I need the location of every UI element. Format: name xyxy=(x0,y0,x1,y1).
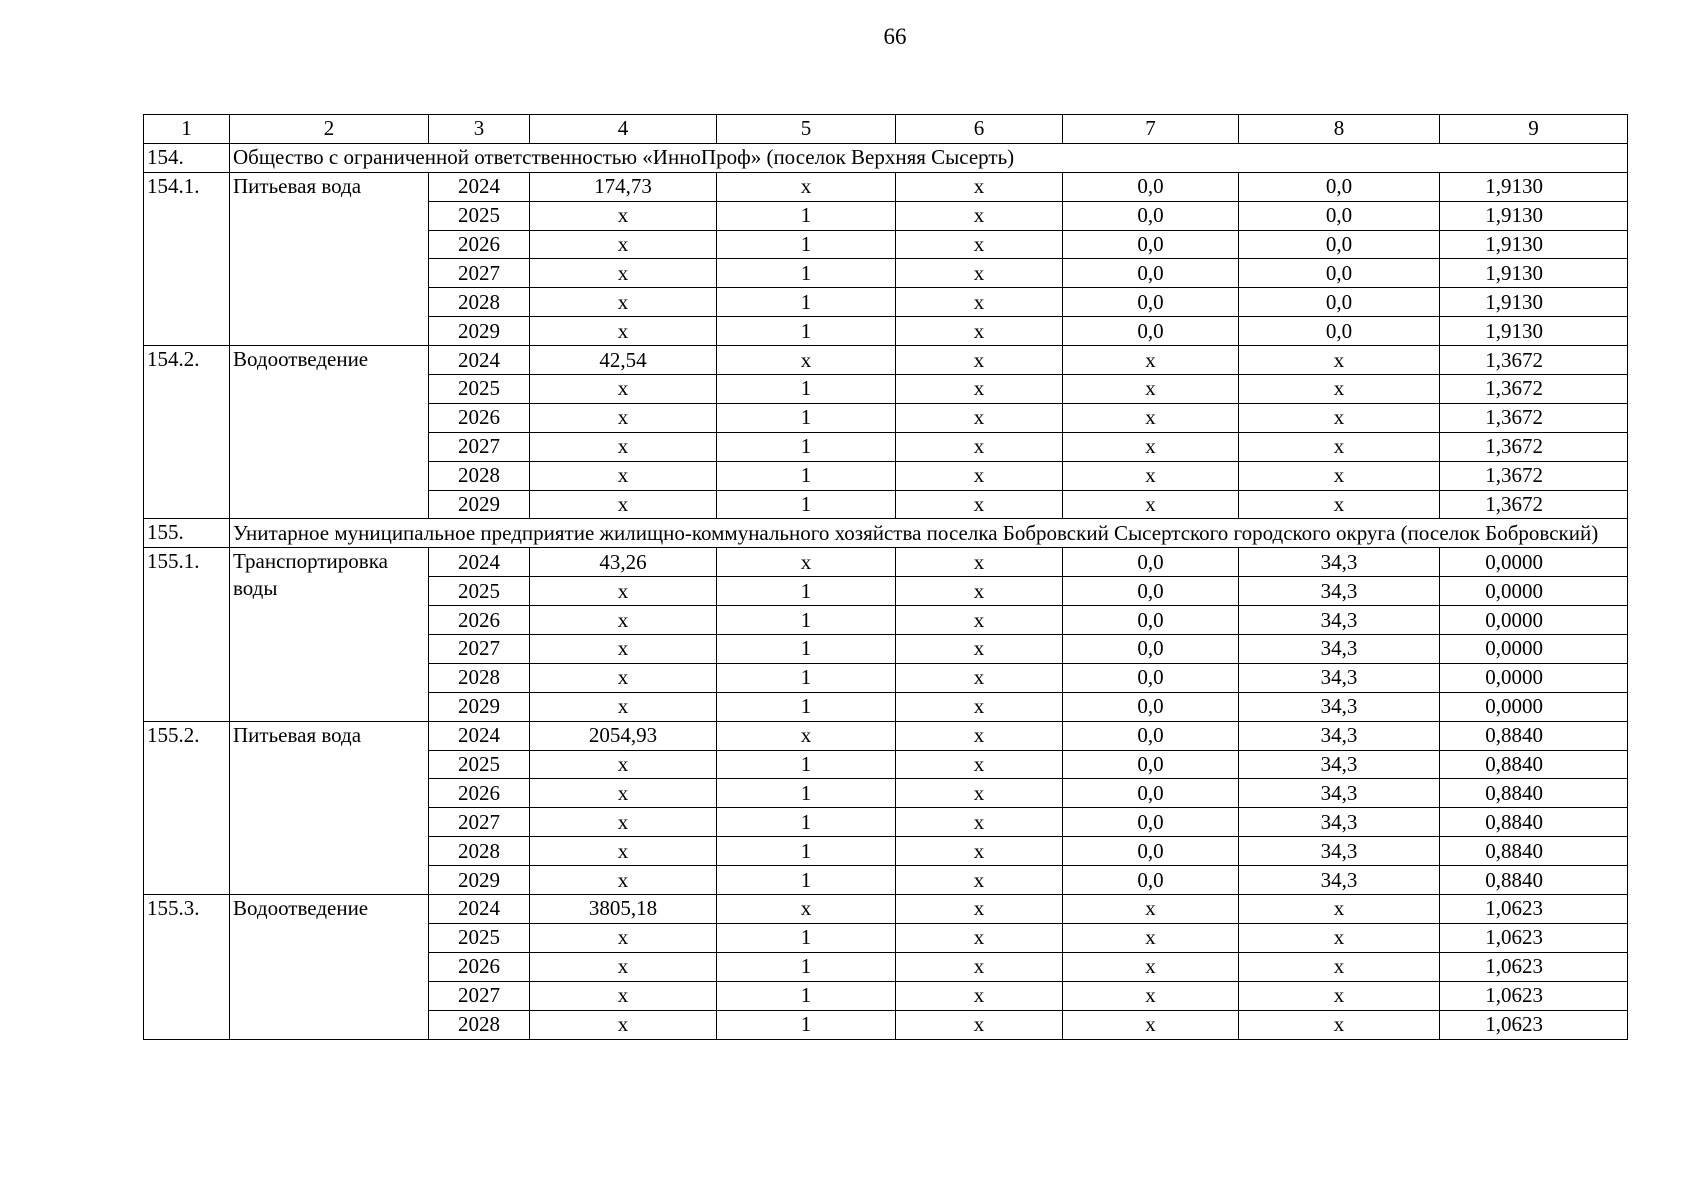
table-cell: 34,3 xyxy=(1239,721,1440,750)
table-cell: 1 xyxy=(717,635,896,664)
table-cell xyxy=(1440,403,1628,432)
table-cell: x xyxy=(1239,952,1440,981)
year-cell: 2025 xyxy=(429,923,530,952)
table-cell: 34,3 xyxy=(1239,750,1440,779)
table-cell: 0,0 xyxy=(1063,750,1239,779)
service-number: 155.3. xyxy=(144,895,230,1039)
table-cell xyxy=(1440,577,1628,606)
table-cell: x xyxy=(530,866,717,895)
cell-value: 0,8840 xyxy=(1485,780,1543,805)
table-cell: 0,0 xyxy=(1063,808,1239,837)
table-cell: 0,0 xyxy=(1063,201,1239,230)
table-cell: x xyxy=(530,981,717,1010)
cell-value: 0,0000 xyxy=(1485,665,1543,690)
cell-value: 1,3672 xyxy=(1485,434,1543,459)
year-cell: 2026 xyxy=(429,606,530,635)
table-cell: 1 xyxy=(717,606,896,635)
service-name: Питьевая вода xyxy=(230,172,429,345)
organization-row xyxy=(144,143,1628,172)
cell-value: 0,8840 xyxy=(1485,838,1543,863)
table-cell: 0,0 xyxy=(1239,288,1440,317)
table-cell xyxy=(1440,952,1628,981)
table-cell: 1 xyxy=(717,230,896,259)
cell-value: 1,3672 xyxy=(1485,347,1543,372)
table-cell: x xyxy=(1239,490,1440,519)
table-cell xyxy=(1440,606,1628,635)
table-cell xyxy=(1440,808,1628,837)
table-cell: 0,0 xyxy=(1063,837,1239,866)
year-cell: 2025 xyxy=(429,750,530,779)
service-name: Транспортировка воды xyxy=(230,548,429,721)
table-cell: x xyxy=(896,432,1063,461)
year-cell: 2024 xyxy=(429,548,530,577)
section-number: 154. xyxy=(144,143,230,172)
table-cell: x xyxy=(896,403,1063,432)
year-cell: 2029 xyxy=(429,490,530,519)
table-cell xyxy=(1440,172,1628,201)
table-cell: x xyxy=(1063,981,1239,1010)
table-cell: x xyxy=(896,750,1063,779)
organization-name: Унитарное муниципальное предприятие жилищно-коммунального хозяйства поселка Бобровский Сысертского городского округа (поселок Бобровский) xyxy=(230,519,1628,548)
table-cell: 0,0 xyxy=(1063,606,1239,635)
cell-value: 1,9130 xyxy=(1485,174,1543,199)
table-cell xyxy=(1440,1010,1628,1039)
table-cell: 0,0 xyxy=(1063,663,1239,692)
cell-value: 1,9130 xyxy=(1485,289,1543,314)
table-cell: x xyxy=(717,346,896,375)
table-cell: x xyxy=(896,375,1063,404)
column-header: 2 xyxy=(230,115,429,144)
table-cell: 42,54 xyxy=(530,346,717,375)
table-cell: 1 xyxy=(717,837,896,866)
table-cell: x xyxy=(530,1010,717,1039)
table-cell: x xyxy=(896,201,1063,230)
table-cell: 34,3 xyxy=(1239,837,1440,866)
column-header: 4 xyxy=(530,115,717,144)
year-cell: 2029 xyxy=(429,692,530,721)
table-cell: x xyxy=(896,837,1063,866)
table-cell xyxy=(1440,635,1628,664)
year-cell: 2027 xyxy=(429,259,530,288)
table-cell: 2054,93 xyxy=(530,721,717,750)
table-cell: 0,0 xyxy=(1239,230,1440,259)
table-cell: x xyxy=(1063,952,1239,981)
table-cell: x xyxy=(896,866,1063,895)
table-cell: x xyxy=(896,317,1063,346)
table-cell: x xyxy=(896,721,1063,750)
table-cell: x xyxy=(530,259,717,288)
table-cell: x xyxy=(896,635,1063,664)
table-cell: 0,0 xyxy=(1063,577,1239,606)
column-header: 7 xyxy=(1063,115,1239,144)
table-cell: x xyxy=(530,317,717,346)
table-cell: 0,0 xyxy=(1063,692,1239,721)
table-cell: 0,0 xyxy=(1239,201,1440,230)
table-cell: 34,3 xyxy=(1239,692,1440,721)
table-cell: 1 xyxy=(717,403,896,432)
column-header-row xyxy=(144,115,1628,144)
table-cell: 1 xyxy=(717,375,896,404)
year-cell: 2027 xyxy=(429,808,530,837)
cell-value: 0,0000 xyxy=(1485,578,1543,603)
table-cell: x xyxy=(530,432,717,461)
table-cell: x xyxy=(1239,375,1440,404)
page-number: 66 xyxy=(883,24,907,49)
year-cell: 2028 xyxy=(429,288,530,317)
year-cell: 2026 xyxy=(429,779,530,808)
table-cell: 34,3 xyxy=(1239,635,1440,664)
table-cell: x xyxy=(896,548,1063,577)
table-cell: x xyxy=(1063,490,1239,519)
table-cell: x xyxy=(1063,403,1239,432)
table-cell: x xyxy=(896,288,1063,317)
table-cell: x xyxy=(1063,1010,1239,1039)
year-cell: 2027 xyxy=(429,432,530,461)
cell-value: 0,0000 xyxy=(1485,694,1543,719)
table-cell: x xyxy=(896,577,1063,606)
table-cell xyxy=(1440,750,1628,779)
table-cell: x xyxy=(896,230,1063,259)
table-cell: 34,3 xyxy=(1239,606,1440,635)
table-cell: 0,0 xyxy=(1063,779,1239,808)
year-cell: 2024 xyxy=(429,346,530,375)
table-row xyxy=(144,548,1628,577)
table-cell: x xyxy=(1063,375,1239,404)
table-cell: 1 xyxy=(717,750,896,779)
year-cell: 2024 xyxy=(429,172,530,201)
table-cell: x xyxy=(896,259,1063,288)
table-cell xyxy=(1440,923,1628,952)
table-cell: 3805,18 xyxy=(530,895,717,924)
table-cell: 1 xyxy=(717,461,896,490)
table-cell: 1 xyxy=(717,259,896,288)
table-cell: x xyxy=(1239,461,1440,490)
table-cell: 0,0 xyxy=(1063,635,1239,664)
table-cell: 43,26 xyxy=(530,548,717,577)
table-cell: 1 xyxy=(717,432,896,461)
year-cell: 2027 xyxy=(429,635,530,664)
table-cell: x xyxy=(530,375,717,404)
table-cell xyxy=(1440,432,1628,461)
table-cell xyxy=(1440,981,1628,1010)
table-cell: 34,3 xyxy=(1239,548,1440,577)
table-cell: x xyxy=(896,172,1063,201)
column-header: 5 xyxy=(717,115,896,144)
table-cell: 1 xyxy=(717,779,896,808)
tariff-table xyxy=(143,114,1628,1040)
service-number: 154.1. xyxy=(144,172,230,345)
table-cell: x xyxy=(896,461,1063,490)
table-cell: 1 xyxy=(717,201,896,230)
column-header: 9 xyxy=(1440,115,1628,144)
table-cell: x xyxy=(1239,895,1440,924)
table-cell: 0,0 xyxy=(1063,721,1239,750)
table-cell xyxy=(1440,837,1628,866)
table-cell: x xyxy=(896,779,1063,808)
year-cell: 2028 xyxy=(429,1010,530,1039)
table-cell: x xyxy=(530,923,717,952)
table-cell: x xyxy=(530,692,717,721)
year-cell: 2024 xyxy=(429,895,530,924)
table-cell: 34,3 xyxy=(1239,866,1440,895)
table-cell xyxy=(1440,230,1628,259)
table-cell: x xyxy=(530,663,717,692)
table-cell: x xyxy=(530,577,717,606)
table-cell: 0,0 xyxy=(1063,230,1239,259)
table-cell xyxy=(1440,461,1628,490)
year-cell: 2025 xyxy=(429,577,530,606)
table-cell: x xyxy=(530,230,717,259)
column-header: 1 xyxy=(144,115,230,144)
cell-value: 1,0623 xyxy=(1485,983,1543,1008)
table-cell: 34,3 xyxy=(1239,663,1440,692)
table-cell: 1 xyxy=(717,1010,896,1039)
cell-value: 0,0000 xyxy=(1485,607,1543,632)
table-cell: x xyxy=(896,952,1063,981)
cell-value: 1,0623 xyxy=(1485,896,1543,921)
table-cell: x xyxy=(1239,981,1440,1010)
service-name: Питьевая вода xyxy=(230,721,429,894)
year-cell: 2025 xyxy=(429,201,530,230)
table-cell: x xyxy=(1239,346,1440,375)
table-cell: x xyxy=(530,952,717,981)
table-cell: x xyxy=(896,692,1063,721)
table-cell xyxy=(1440,779,1628,808)
table-cell xyxy=(1440,490,1628,519)
table-cell xyxy=(1440,548,1628,577)
cell-value: 1,0623 xyxy=(1485,925,1543,950)
service-number: 155.2. xyxy=(144,721,230,894)
table-cell: x xyxy=(1239,1010,1440,1039)
table-body xyxy=(144,115,1628,1040)
table-cell: x xyxy=(896,1010,1063,1039)
table-cell: 1 xyxy=(717,952,896,981)
year-cell: 2024 xyxy=(429,721,530,750)
cell-value: 0,8840 xyxy=(1485,809,1543,834)
table-cell: 0,0 xyxy=(1063,172,1239,201)
table-cell: x xyxy=(896,490,1063,519)
table-cell: 1 xyxy=(717,490,896,519)
cell-value: 1,9130 xyxy=(1485,318,1543,343)
table-cell: x xyxy=(530,490,717,519)
table-cell: 0,0 xyxy=(1063,866,1239,895)
table-cell: x xyxy=(530,750,717,779)
table-cell: x xyxy=(896,346,1063,375)
table-cell: x xyxy=(717,548,896,577)
table-cell: x xyxy=(1063,461,1239,490)
year-cell: 2025 xyxy=(429,375,530,404)
table-row xyxy=(144,721,1628,750)
table-cell xyxy=(1440,721,1628,750)
section-number: 155. xyxy=(144,519,230,548)
table-cell: x xyxy=(1063,923,1239,952)
year-cell: 2027 xyxy=(429,981,530,1010)
table-cell xyxy=(1440,259,1628,288)
table-cell: x xyxy=(530,779,717,808)
table-cell xyxy=(1440,663,1628,692)
year-cell: 2026 xyxy=(429,403,530,432)
column-header: 8 xyxy=(1239,115,1440,144)
cell-value: 0,8840 xyxy=(1485,867,1543,892)
table-cell: 0,0 xyxy=(1063,317,1239,346)
table-cell: x xyxy=(896,895,1063,924)
table-cell: 1 xyxy=(717,317,896,346)
table-cell: x xyxy=(530,461,717,490)
table-cell: x xyxy=(530,635,717,664)
table-cell xyxy=(1440,201,1628,230)
table-cell: 1 xyxy=(717,692,896,721)
table-row xyxy=(144,172,1628,201)
table-cell: x xyxy=(530,808,717,837)
table-cell xyxy=(1440,375,1628,404)
service-number: 155.1. xyxy=(144,548,230,721)
table-cell xyxy=(1440,895,1628,924)
table-cell: x xyxy=(1063,895,1239,924)
cell-value: 1,0623 xyxy=(1485,954,1543,979)
table-cell: x xyxy=(896,808,1063,837)
table-cell: 1 xyxy=(717,663,896,692)
organization-row xyxy=(144,519,1628,548)
table-cell: 1 xyxy=(717,866,896,895)
table-cell: 1 xyxy=(717,808,896,837)
table-cell: 0,0 xyxy=(1239,259,1440,288)
year-cell: 2029 xyxy=(429,317,530,346)
table-cell: x xyxy=(1239,432,1440,461)
table-cell xyxy=(1440,866,1628,895)
table-cell: 0,0 xyxy=(1063,259,1239,288)
table-cell: x xyxy=(896,981,1063,1010)
cell-value: 1,3672 xyxy=(1485,376,1543,401)
table-cell: x xyxy=(530,201,717,230)
table-cell: 0,0 xyxy=(1063,548,1239,577)
table-cell xyxy=(1440,288,1628,317)
cell-value: 1,3672 xyxy=(1485,492,1543,517)
table-cell: x xyxy=(1063,432,1239,461)
year-cell: 2026 xyxy=(429,230,530,259)
year-cell: 2029 xyxy=(429,866,530,895)
table-row xyxy=(144,895,1628,924)
cell-value: 1,9130 xyxy=(1485,203,1543,228)
year-cell: 2028 xyxy=(429,837,530,866)
year-cell: 2028 xyxy=(429,663,530,692)
table-cell xyxy=(1440,317,1628,346)
table-cell: x xyxy=(530,403,717,432)
table-cell: x xyxy=(896,663,1063,692)
table-cell: 1 xyxy=(717,923,896,952)
table-row xyxy=(144,346,1628,375)
year-cell: 2028 xyxy=(429,461,530,490)
cell-value: 1,0623 xyxy=(1485,1012,1543,1037)
table-cell: x xyxy=(1239,403,1440,432)
service-name: Водоотведение xyxy=(230,346,429,519)
table-cell: 34,3 xyxy=(1239,779,1440,808)
cell-value: 1,9130 xyxy=(1485,232,1543,256)
table-cell: x xyxy=(530,837,717,866)
table-cell: x xyxy=(530,606,717,635)
table-cell: x xyxy=(717,721,896,750)
table-cell: 1 xyxy=(717,577,896,606)
organization-name: Общество с ограниченной ответственностью «ИнноПроф» (поселок Верхняя Сысерть) xyxy=(230,143,1628,172)
table-cell: 1 xyxy=(717,288,896,317)
cell-value: 0,0000 xyxy=(1485,636,1543,661)
cell-value: 1,3672 xyxy=(1485,405,1543,430)
table-cell: 34,3 xyxy=(1239,577,1440,606)
table-cell: x xyxy=(530,288,717,317)
year-cell: 2026 xyxy=(429,952,530,981)
cell-value: 0,0000 xyxy=(1485,549,1543,574)
cell-value: 0,8840 xyxy=(1485,752,1543,777)
table-cell: x xyxy=(1063,346,1239,375)
table-cell: x xyxy=(1239,923,1440,952)
table-cell: x xyxy=(717,172,896,201)
table-cell xyxy=(1440,692,1628,721)
table-cell: 34,3 xyxy=(1239,808,1440,837)
table-cell: x xyxy=(717,895,896,924)
cell-value: 0,8840 xyxy=(1485,723,1543,748)
service-number: 154.2. xyxy=(144,346,230,519)
service-name: Водоотведение xyxy=(230,895,429,1039)
table-cell: 174,73 xyxy=(530,172,717,201)
table-cell: x xyxy=(896,606,1063,635)
column-header: 3 xyxy=(429,115,530,144)
table-cell xyxy=(1440,346,1628,375)
table-cell: 0,0 xyxy=(1239,317,1440,346)
table-cell: 0,0 xyxy=(1239,172,1440,201)
table-cell: 1 xyxy=(717,981,896,1010)
column-header: 6 xyxy=(896,115,1063,144)
table-cell: x xyxy=(896,923,1063,952)
table-cell: 0,0 xyxy=(1063,288,1239,317)
cell-value: 1,9130 xyxy=(1485,260,1543,285)
cell-value: 1,3672 xyxy=(1485,463,1543,488)
